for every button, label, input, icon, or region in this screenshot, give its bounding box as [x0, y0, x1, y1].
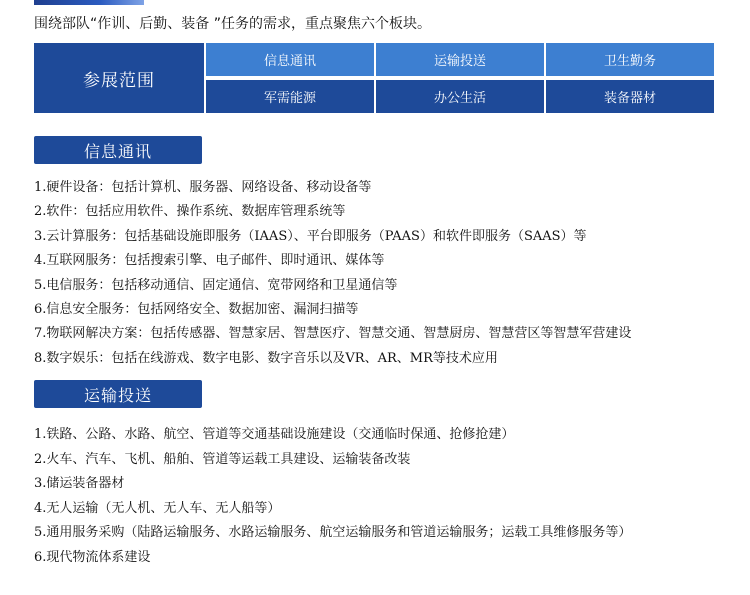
list-item: 7.物联网解决方案：包括传感器、智慧家居、智慧医疗、智慧交通、智慧厨房、智慧营区等智慧军营建设	[34, 326, 632, 342]
list-item: 1.硬件设备：包括计算机、服务器、网络设备、移动设备等	[34, 180, 372, 195]
list-item: 8.数字娱乐：包括在线游戏、数字电影、数字音乐以及VR、AR、MR等技术应用	[34, 350, 498, 366]
scope-item-transport: 运输投送	[376, 43, 544, 76]
list-item: 4.互联网服务：包括搜索引擎、电子邮件、即时通讯、媒体等	[34, 253, 385, 269]
intro-text: 围绕部队“作训、后勤、装备 ”任务的需求，重点聚焦六个板块。	[34, 16, 431, 32]
header-decoration-bar	[34, 0, 144, 5]
info-comm-list	[34, 176, 631, 371]
scope-item-office-life: 办公生活	[376, 80, 544, 113]
list-item: 5.电信服务：包括移动通信、固定通信、宽带网络和卫星通信等	[34, 277, 398, 293]
list-item: 3.储运装备器材	[34, 476, 125, 492]
scope-item-equipment: 装备器材	[546, 80, 714, 113]
list-item: 2.火车、汽车、飞机、船舶、管道等运载工具建设、运输装备改装	[34, 451, 411, 467]
scope-item-medical: 卫生勤务	[546, 43, 714, 76]
list-item: 6.现代物流体系建设	[34, 549, 151, 565]
list-item: 3.云计算服务：包括基础设施即服务（IAAS）、平台即服务（PAAS）和软件即服务（SAAS）等	[34, 228, 587, 244]
list-item: 5.通用服务采购（陆路运输服务、水路运输服务、航空运输服务和管道运输服务；运载工具维修服务等）	[34, 525, 632, 541]
list-item: 2.软件：包括应用软件、操作系统、数据库管理系统等	[34, 204, 346, 220]
scope-label: 参展范围	[34, 43, 204, 113]
list-item: 1.铁路、公路、水路、航空、管道等交通基础设施建设（交通临时保通、抢修抢建）	[34, 427, 515, 442]
list-item: 4.无人运输（无人机、无人车、无人船等）	[34, 500, 281, 516]
exhibition-scope-table	[34, 43, 714, 113]
scope-item-supply-energy: 军需能源	[206, 80, 374, 113]
list-item: 6.信息安全服务：包括网络安全、数据加密、漏洞扫描等	[34, 301, 359, 317]
scope-item-info-comm: 信息通讯	[206, 43, 374, 76]
transport-list	[34, 423, 631, 571]
section-title-info-comm: 信息通讯	[34, 136, 202, 164]
section-title-transport: 运输投送	[34, 380, 202, 408]
